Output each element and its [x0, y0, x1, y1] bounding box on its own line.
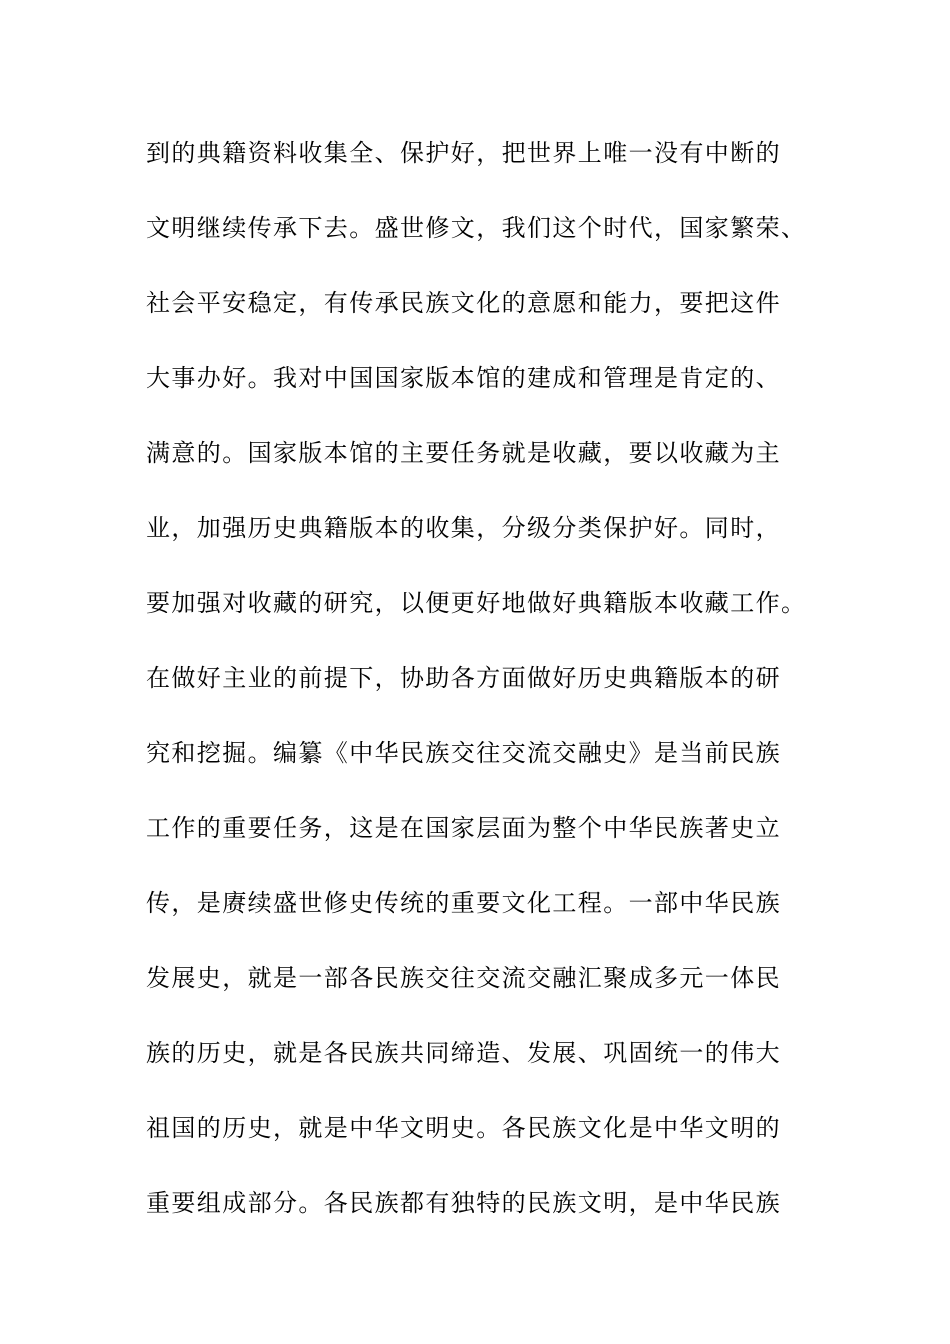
text-line: 究和挖掘。编纂《中华民族交往交流交融史》是当前民族 [146, 739, 781, 767]
text-line: 在做好主业的前提下，协助各方面做好历史典籍版本的研 [146, 664, 781, 692]
text-line: 族的历史，就是各民族共同缔造、发展、巩固统一的伟大 [146, 1039, 781, 1067]
body-text [146, 133, 826, 1258]
text-line: 传，是赓续盛世修史传统的重要文化工程。一部中华民族 [146, 889, 781, 917]
text-line: 大事办好。我对中国国家版本馆的建成和管理是肯定的、 [146, 364, 781, 392]
text-line: 社会平安稳定，有传承民族文化的意愿和能力，要把这件 [146, 289, 781, 317]
text-line: 满意的。国家版本馆的主要任务就是收藏，要以收藏为主 [146, 439, 781, 467]
text-line: 要加强对收藏的研究，以便更好地做好典籍版本收藏工作。 [146, 589, 807, 617]
text-line: 工作的重要任务，这是在国家层面为整个中华民族著史立 [146, 814, 781, 842]
text-line: 文明继续传承下去。盛世修文，我们这个时代，国家繁荣、 [146, 214, 807, 242]
text-line: 业，加强历史典籍版本的收集，分级分类保护好。同时， [146, 514, 781, 542]
text-line: 祖国的历史，就是中华文明史。各民族文化是中华文明的 [146, 1114, 781, 1142]
text-line: 到的典籍资料收集全、保护好，把世界上唯一没有中断的 [146, 139, 781, 167]
text-line: 发展史，就是一部各民族交往交流交融汇聚成多元一体民 [146, 964, 781, 992]
text-line: 重要组成部分。各民族都有独特的民族文明，是中华民族 [146, 1189, 781, 1217]
